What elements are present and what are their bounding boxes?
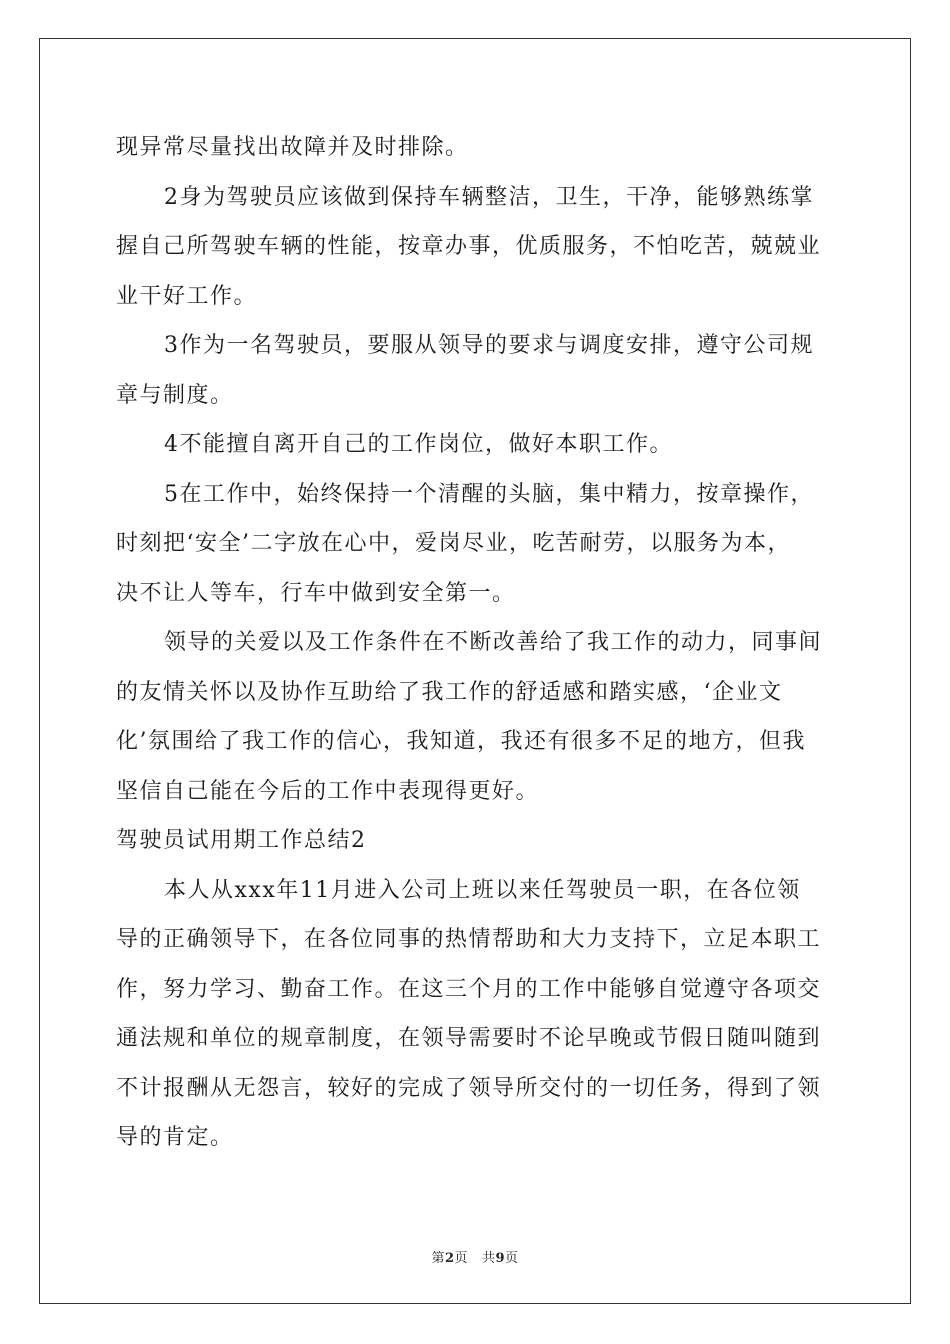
text-line: 现异常尽量找出故障并及时排除。 [116,135,469,160]
text-line: 不计报酬从无怨言，较好的完成了领导所交付的一切任务，得到了领 [116,1075,822,1101]
text-line: 2身为驾驶员应该做到保持车辆整洁，卫生，干净，能够熟练掌 [164,184,814,210]
text-line: 通法规和单位的规章制度，在领导需要时不论早晚或节假日随叫随到 [116,1026,822,1051]
text-line: 本人从xxx年11月进入公司上班以来任驾驶员一职，在各位领 [164,877,801,903]
text-line: 驾驶员试用期工作总结2 [116,828,367,853]
total-pages: 9 [495,1251,506,1266]
page-number-prefix: 第 [431,1251,445,1266]
text-line: 导的正确领导下，在各位同事的热情帮助和大力支持下，立足本职工 [116,927,822,952]
text-line: 业干好工作。 [116,283,258,309]
text-line: 导的肯定。 [116,1125,234,1150]
total-pages-suffix: 页 [505,1251,519,1266]
page-number: 2 [444,1251,455,1266]
total-pages-prefix: 共 [481,1251,496,1266]
text-line: 作，努力学习、勤奋工作。在这三个月的工作中能够自觉遵守各项交 [116,976,822,1002]
page-number-suffix: 页 [454,1251,469,1266]
text-line: 的友情关怀以及协作互助给了我工作的舒适感和踏实感，‘企业文 [116,679,783,705]
text-line: 决不让人等车，行车中做到安全第一。 [116,580,516,606]
page-footer [0,1247,950,1266]
text-line: 握自己所驾驶车辆的性能，按章办事，优质服务，不怕吃苦，兢兢业 [116,234,822,259]
text-line: 化’氛围给了我工作的信心，我知道，我还有很多不足的地方，但我 [116,729,806,754]
text-line: 领导的关爱以及工作条件在不断改善给了我工作的动力，同事间 [164,630,823,655]
text-line: 时刻把‘安全’二字放在心中，爱岗尽业，吃苦耐劳，以服务为本， [116,531,791,556]
text-line: 3作为一名驾驶员，要服从领导的要求与调度安排，遵守公司规 [164,333,814,358]
text-line: 坚信自己能在今后的工作中表现得更好。 [116,778,540,804]
document-body [116,123,836,1163]
text-line: 4不能擅自离开自己的工作岗位，做好本职工作。 [164,432,673,457]
text-line: 章与制度。 [116,382,234,408]
text-line: 5在工作中，始终保持一个清醒的头脑，集中精力，按章操作， [164,481,814,507]
